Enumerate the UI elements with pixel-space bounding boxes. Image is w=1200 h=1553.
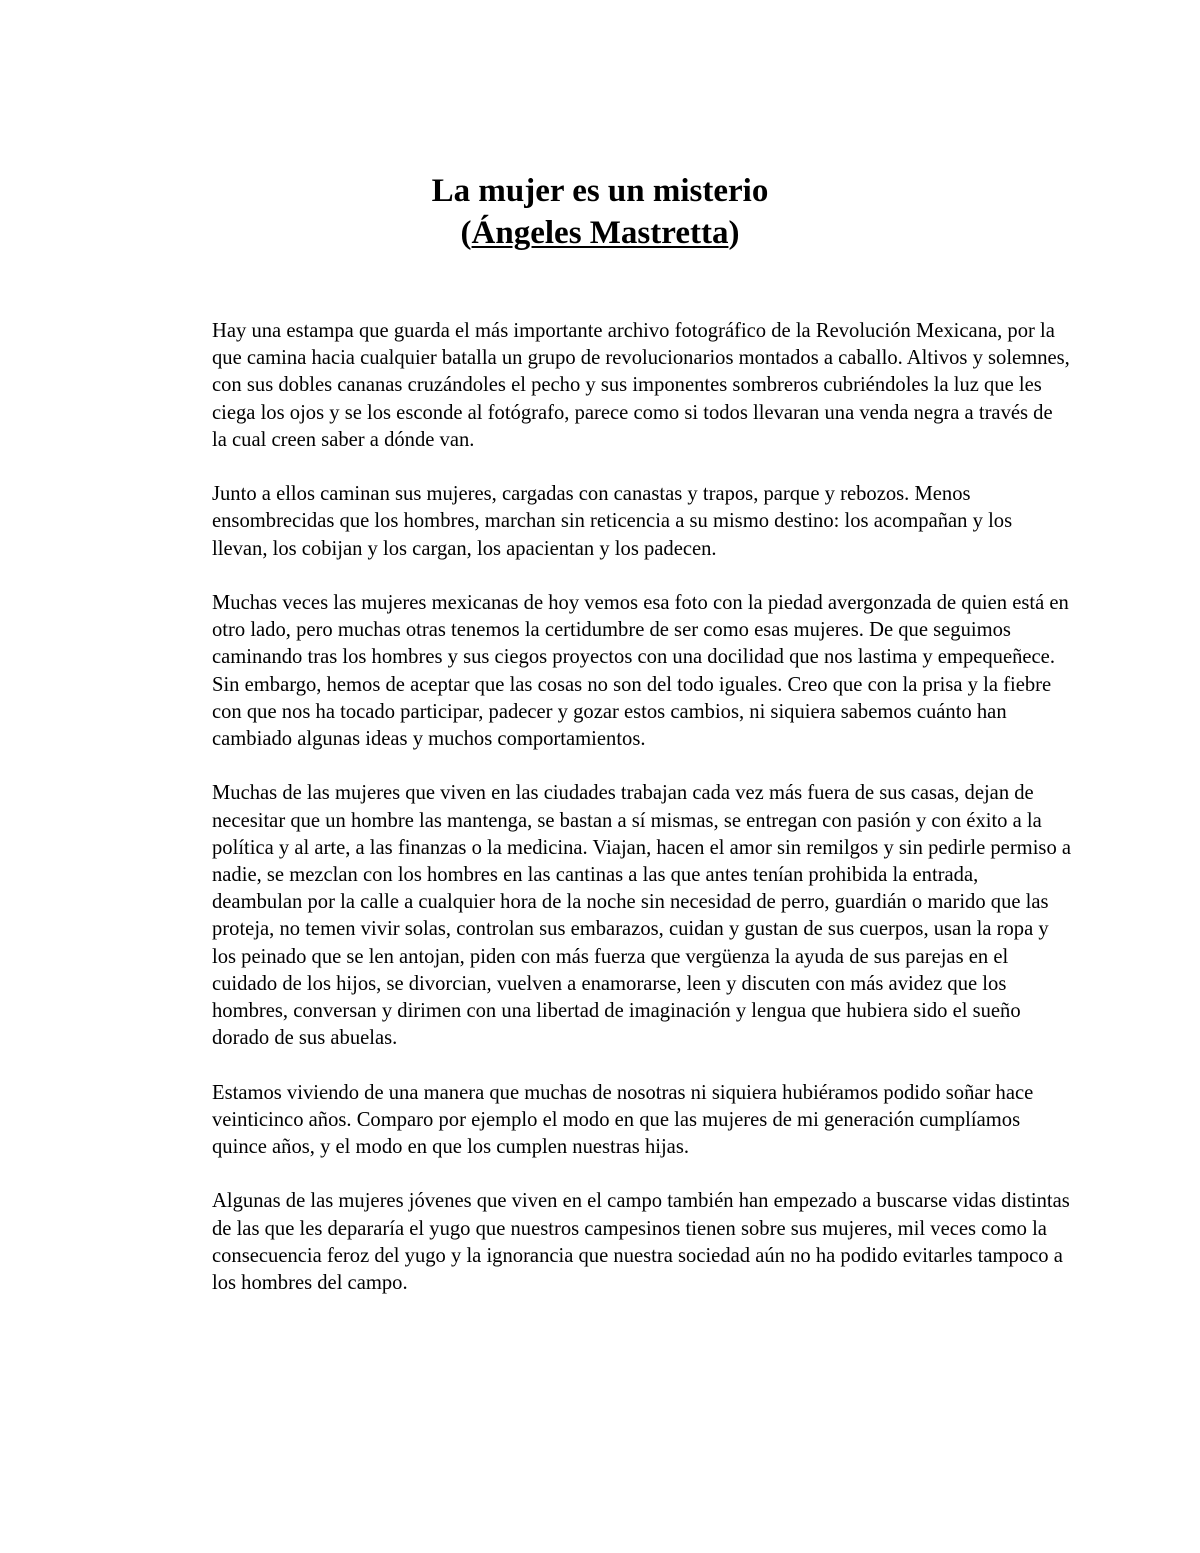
author-line (0, 212, 1200, 254)
paragraph-4: Muchas de las mujeres que viven en las ciudades trabajan cada vez más fuera de sus casas, dejan de necesitar que un hombre las mantenga, se bastan a sí mismas, se entregan con pasión y con éxito a la política y al arte, a las finanzas o la medicina. Viajan, hacen el amor sin remilgos y sin pedirle permiso a nadie, se mezclan con los hombres en las cantinas a las que antes tenían prohibida la entrada, deambulan por la calle a cualquier hora de la noche sin necesidad de perro, guardián o marido que las proteja, no temen vivir solas, controlan sus embarazos, cuidan y gustan de sus cuerpos, usan la ropa y los peinado que se len antojan, piden con más fuerza que vergüenza la ayuda de sus parejas en el cuidado de los hijos, se divorcian, vuelven a enamorarse, leen y discuten con más avidez que los hombres, conversan y dirimen con una libertad de imaginación y lengua que hubiera sido el sueño dorado de sus abuelas. (212, 782, 1072, 1050)
paragraph-3: Muchas veces las mujeres mexicanas de hoy vemos esa foto con la piedad avergonzada de quien está en otro lado, pero muchas otras tenemos la certidumbre de ser como esas mujeres. De que seguimos caminando tras los hombres y sus ciegos proyectos con una docilidad que nos lastima y empequeñece. Sin embargo, hemos de aceptar que las cosas no son del todo iguales. Creo que con la prisa y la fiebre con que nos ha tocado participar, padecer y gozar estos cambios, ni siquiera sabemos cuánto han cambiado algunas ideas y muchos comportamientos. (212, 592, 1069, 751)
paragraph-5: Estamos viviendo de una manera que muchas de nosotras ni siquiera hubiéramos podido soñar hace veinticinco años. Comparo por ejemplo el modo en que las mujeres de mi generación cumplíamos quince años, y el modo en que los cumplen nuestras hijas. (212, 1081, 1034, 1159)
author-name: Ángeles Mastretta (471, 215, 729, 251)
paragraph-2: Junto a ellos caminan sus mujeres, cargadas con canastas y trapos, parque y rebozos. Menos ensombrecidas que los hombres, marchan sin reticencia a su mismo destino: los acompañan y los llevan, los cobijan y los cargan, los apacientan y los padecen. (212, 483, 1013, 560)
paragraph-1: Hay una estampa que guarda el más importante archivo fotográfico de la Revolución Mexicana, por la que camina hacia cualquier batalla un grupo de revolucionarios montados a caballo. Altivos y solemnes, con sus dobles cananas cruzándoles el pecho y sus imponentes sombreros cubriéndoles la luz que les ciega los ojos y se los esconde al fotógrafo, parece como si todos llevaran una venda negra a través de la cual creen saber a dónde van. (212, 320, 1070, 451)
title-block (0, 170, 1200, 254)
paragraph-6: Algunas de las mujeres jóvenes que viven en el campo también han empezado a buscarse vidas distintas de las que les depararía el yugo que nuestros campesinos tienen sobre sus mujeres, mil veces como la consecuencia feroz del yugo y la ignorancia que nuestra sociedad aún no ha podido evitarles tampoco a los hombres del campo. (212, 1190, 1070, 1295)
article-body (212, 318, 1072, 1324)
author-paren-open: ( (460, 215, 472, 251)
author-paren-close: ) (728, 215, 740, 251)
page-title: La mujer es un misterio (431, 173, 769, 209)
